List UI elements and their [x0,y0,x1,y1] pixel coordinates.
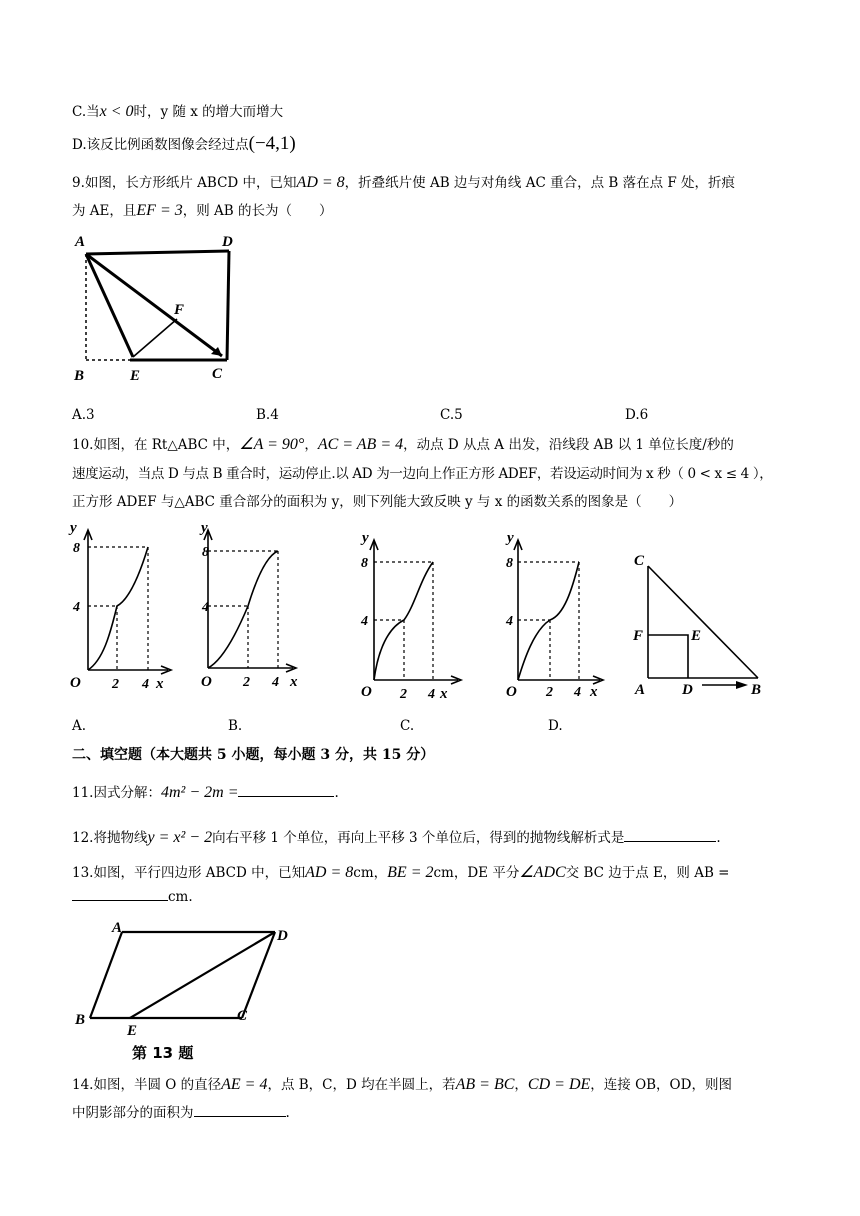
q10-text-a: 10.如图，在 Rt△ABC 中， [72,437,240,453]
q13-unit-cm: cm. [168,889,193,905]
q11-math: 4m² − 2m = [160,784,239,801]
q10-math-sides: AC = AB = 4 [317,436,404,453]
q9-text-b: ，折叠纸片使 AB 边与对角线 AC 重合，点 B 落在点 F 处，折痕 [344,175,736,191]
q10a-4: 4 [73,600,80,615]
q13-math-ad: AD = 8 [305,864,354,881]
q14-text-b: ，点 B，C，D 均在半圆上，若 [267,1077,456,1093]
q13-answer-blank[interactable] [72,900,168,901]
q14-math-cd: CD = DE [527,1076,591,1093]
q9-line2 [72,199,333,220]
q10-tri-c: C [634,553,645,569]
q10-math-angle: ∠A = 90° [239,436,305,453]
q14-answer-blank[interactable] [194,1116,286,1117]
q10-line3: 正方形 ADEF 与△ABC 重合部分的面积为 y，则下列能大致反映 y 与 x 的函数关系的图象是（ ） [72,494,683,510]
q10-tri-d: D [682,682,693,698]
q13-label-e: E [127,1023,138,1039]
q10-tri-a: A [635,682,646,698]
q10b-2: 2 [243,675,250,690]
q10d-x: x [590,684,598,700]
q10-tri-b: B [751,682,762,698]
q10-text-b: ，动点 D 从点 A 出发，沿线段 AB 以 1 单位长度/秒的 [403,437,734,453]
q13-unit-2: cm，DE 平分 [433,865,520,881]
q8-optd-math: (−4,1) [248,133,296,154]
q13-caption: 第 13 题 [132,1044,194,1062]
q11-end: . [334,785,339,801]
q9-text-a: 9.如图，长方形纸片 ABCD 中，已知 [72,175,297,191]
q9-math-ad: AD = 8 [296,174,345,191]
q10-line1: 10.如图，在 Rt△ABC 中，∠A = 90°，AC = AB = 4，动点 D 从点 A 出发，沿线段 AB 以 1 单位长度/秒的 [72,436,734,453]
q9-option-d: D.6 [625,407,649,423]
q9-option-c: C.5 [440,407,463,423]
q8-optc-suffix: 时，y 随 x 的增大而增大 [133,104,284,120]
q14-line1: 14.如图，半圆 O 的直径AE = 4，点 B，C，D 均在半圆上，若AB = BC，CD = DE，连接 OB，OD，则图 [72,1076,732,1093]
q10a-2: 2 [112,677,119,692]
q9-text-d: ，则 AB 的长为（ ） [182,203,333,219]
q10c-4: 4 [361,614,368,629]
q13-text-b: 交 BC 边于点 E，则 AB = [565,865,730,881]
q10-triangle-figure [630,548,770,700]
q10c-o: O [361,684,372,700]
q10b-o: O [201,674,212,690]
q10-graph-b [198,520,308,700]
q10b-x: x [290,674,298,690]
q10c-x: x [440,686,448,702]
q12-math: y = x² − 2 [147,829,213,846]
q8-optc-prefix: C.当 [72,104,100,120]
q13-text-a: 13.如图，平行四边形 ABCD 中，已知 [72,865,306,881]
q9-label-f: F [174,302,185,318]
q13-unit-1: cm， [353,865,388,881]
q10b-4: 4 [202,600,209,615]
q10a-y: y [70,520,77,536]
q8-option-c [72,100,283,121]
q12-answer-blank[interactable] [624,841,716,842]
q13-math-be: BE = 2 [387,864,434,881]
q10a-x: x [156,676,164,692]
q9-label-a: A [75,234,86,250]
q12-text-a: 12.将抛物线 [72,830,148,846]
q9-label-d: D [222,234,233,250]
q10a-8: 8 [73,541,80,556]
q8-option-d [72,133,296,155]
q10c-8: 8 [361,556,368,571]
q10-option-d: D. [548,718,563,734]
q13-label-b: B [75,1012,86,1028]
q10d-4: 4 [506,614,513,629]
q12-end: . [716,830,721,846]
q9-label-b: B [74,368,85,384]
q13-line1 [72,861,729,882]
q9-label-c: C [212,366,223,382]
q9-rectangle-figure [72,228,247,388]
q10d-y: y [507,530,514,546]
q10-option-c: C. [400,718,415,734]
section-two-heading: 二、填空题（本大题共 5 小题，每小题 3 分，共 15 分） [72,747,435,763]
q14-math-ab: AB = BC [455,1076,515,1093]
q14-text-d: 中阴影部分的面积为 [72,1105,194,1121]
q8-optd-prefix: D.该反比例函数图像会经过点 [72,137,249,153]
q13-math-angle: ∠ADC [519,864,566,881]
q10d-x4: 4 [574,685,581,700]
q10d-2: 2 [546,685,553,700]
q14-end: . [285,1105,290,1121]
q11-text: 11.因式分解： [72,785,161,801]
q11-answer-blank[interactable] [238,796,334,797]
q10c-x4: 4 [428,687,435,702]
q8-optc-math: x < 0 [99,103,134,120]
q10c-y: y [362,530,369,546]
q10-tri-e: E [691,628,702,644]
q14-line2 [72,1101,290,1121]
q9-math-ef: EF = 3 [136,202,183,219]
q9-text-c: 为 AE，且 [72,203,137,219]
q9-line1 [72,171,735,192]
q12-text-b: 向右平移 1 个单位，再向上平移 3 个单位后，得到的抛物线解析式是 [212,830,625,846]
q13-line2 [72,889,193,905]
q10a-o: O [70,675,81,691]
q9-label-e: E [130,368,141,384]
q10-option-a: A. [72,718,87,734]
q14-text-a: 14.如图，半圆 O 的直径 [72,1077,222,1093]
q12-line [72,826,721,847]
q10d-8: 8 [506,556,513,571]
q9-option-b: B.4 [256,407,279,423]
q10c-2: 2 [400,687,407,702]
q10-option-b: B. [228,718,243,734]
q13-label-a: A [112,920,123,936]
q11-line [72,781,339,802]
q13-label-d: D [277,928,288,944]
q10b-y: y [201,520,208,536]
q14-text-c: ，连接 OB，OD，则图 [590,1077,732,1093]
q10b-8: 8 [202,545,209,560]
q10b-x4: 4 [272,675,279,690]
q13-parallelogram-figure [72,918,302,1063]
q10a-x4: 4 [142,677,149,692]
q13-label-c: C [237,1008,248,1024]
q14-math-ae: AE = 4 [221,1076,268,1093]
q10-line2: 速度运动，当点 D 与点 B 重合时，运动停止.以 AD 为一边向上作正方形 ADEF，若设运动时间为 x 秒（ 0 < x ≤ 4 ）， [72,466,773,482]
q10-graph-d [504,530,614,710]
q10-tri-f: F [633,628,644,644]
q10-graph-c [360,530,470,710]
q9-option-a: A.3 [72,407,95,423]
q10-graph-a [68,520,178,700]
q10d-o: O [506,684,517,700]
